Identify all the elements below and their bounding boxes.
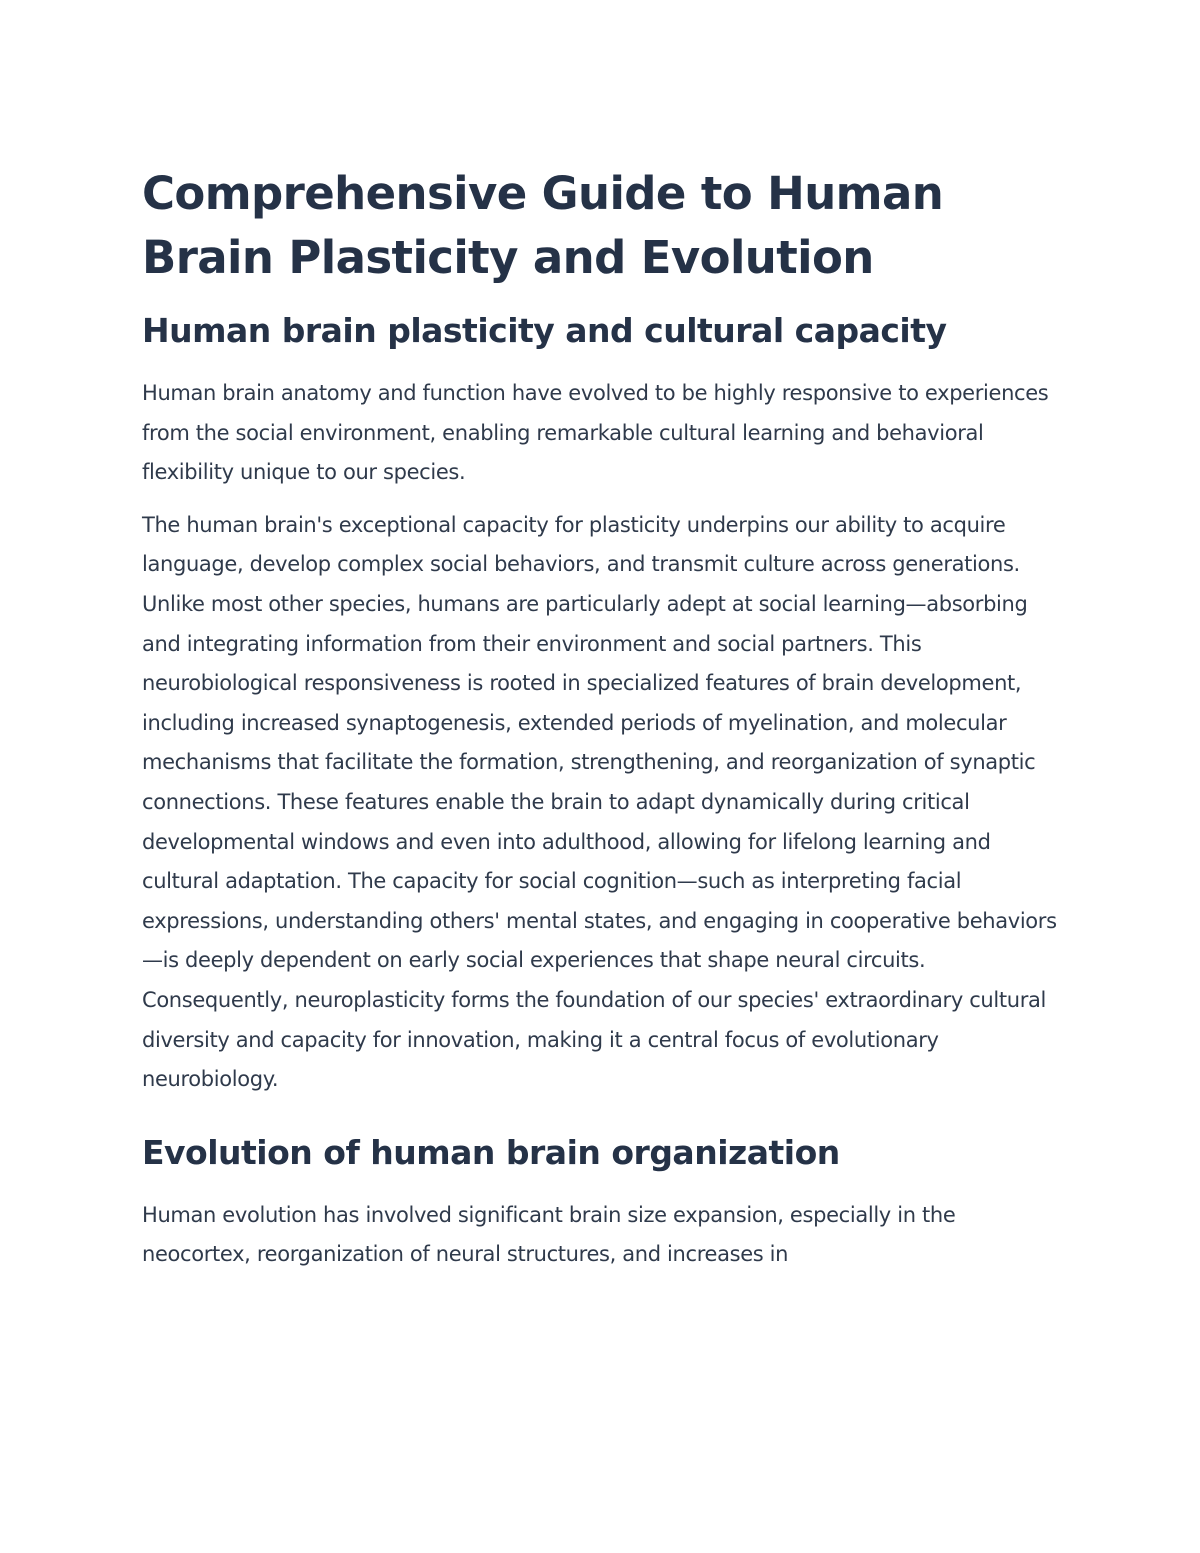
section-heading-plasticity: Human brain plasticity and cultural capacity	[142, 311, 947, 350]
document-page	[142, 162, 1067, 1288]
section-evolution	[142, 1130, 1067, 1275]
section-heading-evolution: Evolution of human brain organization	[142, 1132, 840, 1172]
document-title: Comprehensive Guide to Human Brain Plasticity and Evolution	[142, 167, 944, 284]
paragraph-summary: Human brain anatomy and function have evolved to be highly responsive to experiences from the social environment, enabling remarkable cultural learning and behavioral flexibility unique to our species.	[142, 381, 1049, 485]
paragraph-evolution-intro: Human evolution has involved significant brain size expansion, especially in the neocortex, reorganization of neural structures, and increases in	[142, 1202, 956, 1267]
paragraph-body: The human brain's exceptional capacity for plasticity underpins our ability to acquire language, develop complex social behaviors, and transmit culture across generations. Unlike most other species, humans are particularly adept at social learning—absorbing and integrating information from their environment and social partners. This neurobiological responsiveness is rooted in specialized features of brain development, including increased synaptogenesis, extended periods of myelination, and molecular mechanisms that facilitate the formation, strengthening, and reorganization of synaptic connections. These features enable the brain to adapt dynamically during critical developmental windows and even into adulthood, allowing for lifelong learning and cultural adaptation. The capacity for social cognition—such as interpreting facial expressions, understanding others' mental states, and engaging in cooperative behaviors—is deeply dependent on early social experiences that shape neural circuits. Consequently, neuroplasticity forms the foundation of our species' extraordinary cultural diversity and capacity for innovation, making it a central focus of evolutionary neurobiology.	[142, 512, 1057, 1092]
section-plasticity	[142, 308, 1067, 1100]
